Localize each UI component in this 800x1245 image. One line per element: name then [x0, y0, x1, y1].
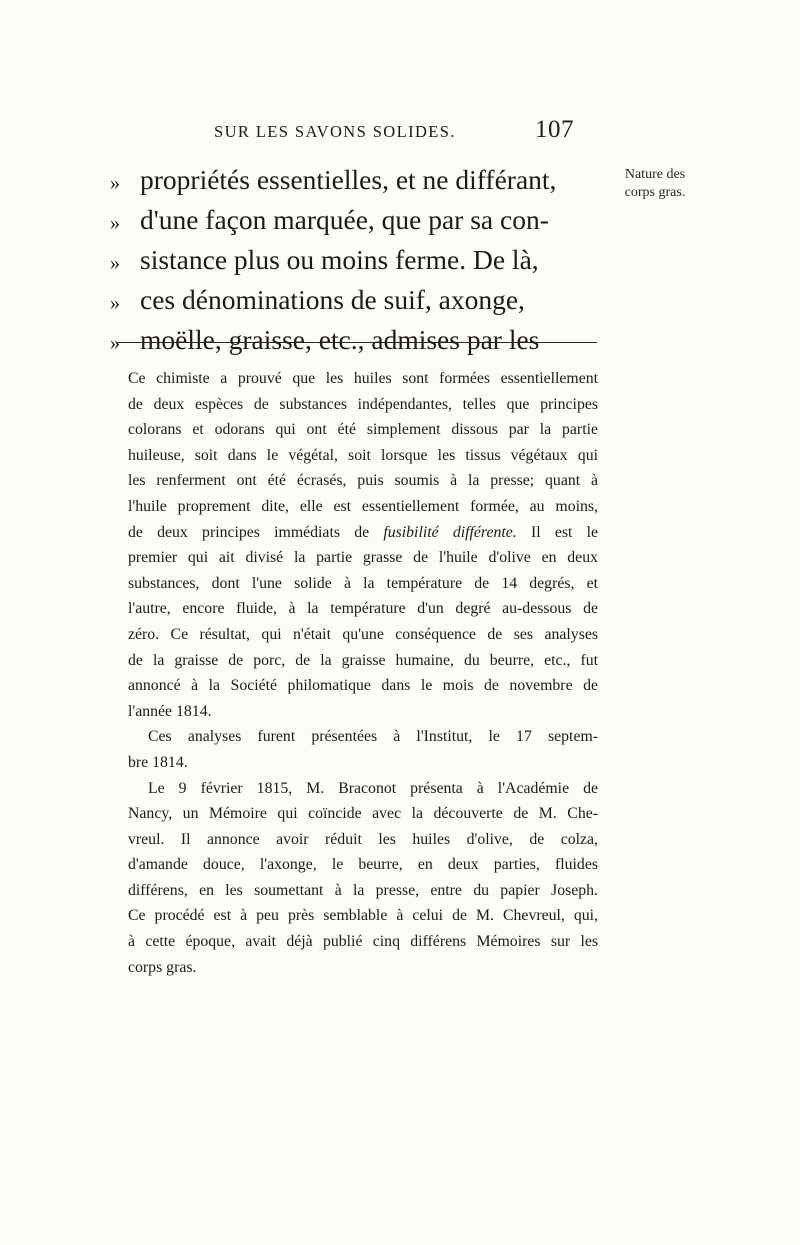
main-line-text: propriétés essentielles, et ne différant,	[140, 164, 557, 195]
main-line-text: sistance plus ou moins ferme. De là,	[140, 244, 539, 275]
footnote-line: colorans et odorans qui ont été simplement dissous par la partie	[128, 421, 598, 439]
footnote-line: Nancy, un Mémoire qui coïncide avec la découverte de M. Che-	[128, 805, 598, 823]
margin-note-line: Nature des	[624, 167, 686, 182]
margin-note	[604, 166, 706, 202]
footnote-line: Ces analyses furent présentées à l'Institut, le 17 septem-	[148, 728, 598, 746]
main-text-line	[110, 240, 598, 280]
footnote-line: l'huile proprement dite, elle est essentiellement formée, au moins,	[128, 497, 598, 515]
quote-mark: »	[110, 172, 120, 194]
footnote-line: d'amande douce, l'axonge, le beurre, en deux parties, fluides	[128, 856, 598, 874]
footnote-line: Ce procédé est à peu près semblable à celui de M. Chevreul, qui,	[128, 907, 598, 925]
main-text-line	[110, 320, 598, 360]
main-text-line	[110, 160, 598, 200]
quote-mark: »	[110, 292, 120, 314]
footnote-paragraph	[128, 776, 598, 981]
footnote-line: bre 1814.	[128, 753, 188, 771]
footnote-line: les renferment ont été écrasés, puis soumis à la presse; quant à	[128, 472, 598, 490]
footnote-line: l'année 1814.	[128, 702, 212, 720]
main-line-text: moëlle, graisse, etc., admises par les	[140, 324, 540, 355]
main-line-text: d'une façon marquée, que par sa con-	[140, 204, 549, 235]
footnote-paragraph	[128, 724, 598, 775]
footnote-line: zéro. Ce résultat, qui n'était qu'une conséquence de ses analyses	[128, 625, 598, 643]
footnote-line: de deux espèces de substances indépendantes, telles que principes	[128, 395, 598, 413]
margin-note-line: corps gras.	[624, 185, 686, 200]
footnote-line: Le 9 février 1815, M. Braconot présenta à l'Académie de	[148, 779, 598, 797]
page-number: 107	[535, 116, 574, 143]
footnote-line: substances, dont l'une solide à la température de 14 degrés, et	[128, 574, 598, 592]
main-text-line	[110, 280, 598, 320]
quote-mark: »	[110, 252, 120, 274]
italic-phrase: fusibilité différente.	[383, 523, 517, 541]
footnote-line: premier qui ait divisé la partie grasse de l'huile d'olive en deux	[128, 549, 598, 567]
footnote-line: huileuse, soit dans le végétal, soit lorsque les tissus végétaux qui	[128, 446, 598, 464]
footnote-line-with-italic	[128, 520, 598, 546]
footnote-text: Il est le	[530, 523, 598, 541]
footnote-text: de deux principes immédiats de	[128, 523, 370, 541]
main-line-text: ces dénominations de suif, axonge,	[140, 284, 525, 315]
quote-mark: »	[110, 212, 120, 234]
footnote-line: l'autre, encore fluide, à la température d'un degré au-dessous de	[128, 600, 598, 618]
running-title: SUR LES SAVONS SOLIDES.	[214, 122, 456, 141]
footnote-line: corps gras.	[128, 958, 197, 976]
main-text-line	[110, 200, 598, 240]
quote-mark: »	[110, 332, 120, 354]
footnote-line: de la graisse de porc, de la graisse humaine, du beurre, etc., fut	[128, 651, 598, 669]
footnote-line: vreul. Il annonce avoir réduit les huiles d'olive, de colza,	[128, 830, 598, 848]
footnote	[128, 366, 598, 980]
footnote-line: différens, en les soumettant à la presse, entre du papier Joseph.	[128, 881, 598, 899]
main-text	[110, 160, 598, 360]
footnote-divider	[116, 342, 597, 343]
footnote-line: annoncé à la Société philomatique dans le mois de novembre de	[128, 677, 598, 695]
footnote-paragraph	[128, 366, 598, 724]
footnote-line: à cette époque, avait déjà publié cinq différens Mémoires sur les	[128, 933, 598, 951]
footnote-line: Ce chimiste a prouvé que les huiles sont formées essentiellement	[128, 370, 598, 387]
